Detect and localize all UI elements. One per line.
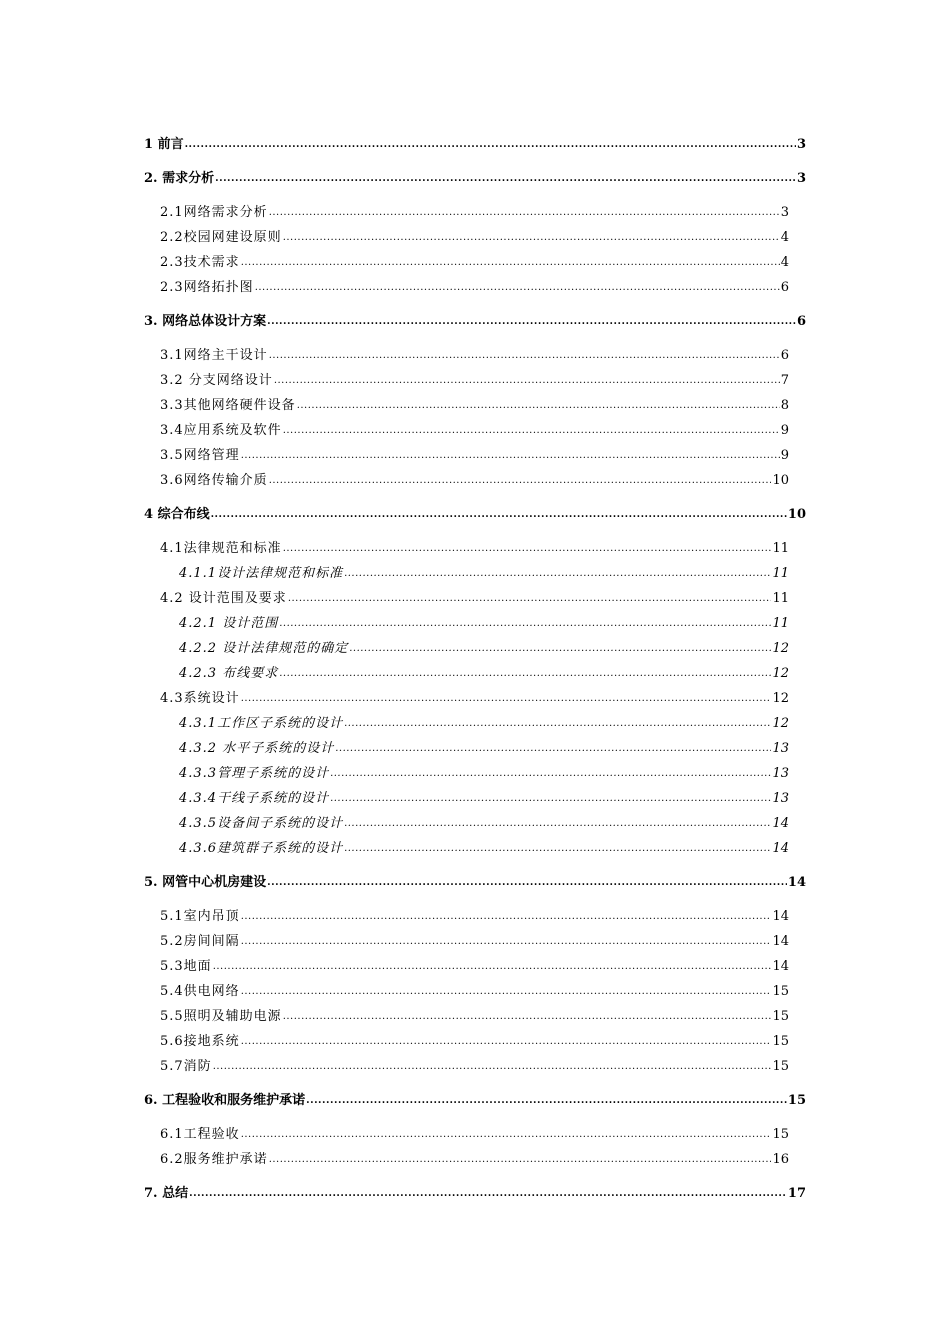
toc-entry-page: 3	[796, 171, 806, 186]
toc-entry-label: 5.2房间间隔	[160, 934, 240, 949]
toc-entry-label: 5.6接地系统	[160, 1034, 240, 1049]
toc-entry-page: 17	[787, 1186, 806, 1201]
toc-entry-label: 5.1室内吊顶	[160, 909, 240, 924]
toc-leader-dots	[241, 1126, 772, 1144]
toc-entry-label: 2.1网络需求分析	[160, 205, 268, 220]
toc-entry-label: 6.2服务维护承诺	[160, 1152, 268, 1167]
toc-leader-dots	[185, 136, 796, 154]
toc-entry-label: 6. 工程验收和服务维护承诺	[144, 1093, 306, 1108]
toc-entry[interactable]	[144, 136, 806, 154]
toc-entry-page: 4	[780, 255, 789, 270]
toc-entry-page: 3	[780, 205, 789, 220]
toc-leader-dots	[213, 1058, 772, 1076]
toc-entry-page: 13	[772, 741, 789, 756]
toc-entry-page: 11	[772, 591, 789, 606]
toc-entry[interactable]	[144, 472, 789, 490]
toc-leader-dots	[241, 1033, 772, 1051]
toc-entry-page: 15	[772, 984, 789, 999]
toc-entry[interactable]	[144, 204, 789, 222]
toc-leader-dots	[241, 690, 772, 708]
toc-entry-page: 12	[772, 666, 789, 681]
toc-entry[interactable]	[144, 590, 789, 608]
toc-entry-label: 5.7消防	[160, 1059, 212, 1074]
toc-entry-page: 13	[772, 791, 789, 806]
toc-leader-dots	[335, 740, 771, 758]
toc-entry-page: 14	[787, 875, 806, 890]
toc-leader-dots	[344, 565, 771, 583]
toc-entry[interactable]	[144, 933, 789, 951]
toc-leader-dots	[211, 506, 787, 524]
toc-entry-page: 15	[772, 1009, 789, 1024]
toc-entry-page: 9	[780, 423, 789, 438]
toc-leader-dots	[241, 983, 772, 1001]
toc-leader-dots	[255, 279, 780, 297]
toc-entry-page: 6	[780, 280, 789, 295]
toc-leader-dots	[269, 472, 772, 490]
toc-entry[interactable]	[144, 506, 806, 524]
toc-leader-dots	[297, 397, 780, 415]
toc-entry-page: 4	[780, 230, 789, 245]
toc-entry[interactable]	[144, 397, 789, 415]
toc-entry-label: 4.3.2 水平子系统的设计	[179, 741, 335, 756]
toc-entry-label: 4.3.3管理子系统的设计	[179, 766, 330, 781]
toc-entry-label: 4.3.4干线子系统的设计	[179, 791, 330, 806]
toc-entry-page: 7	[780, 373, 789, 388]
toc-leader-dots	[241, 908, 772, 926]
toc-entry-page: 14	[772, 959, 789, 974]
toc-entry-page: 12	[772, 641, 789, 656]
toc-leader-dots	[269, 1151, 772, 1169]
toc-entry[interactable]	[144, 1033, 789, 1051]
toc-entry-label: 5.4供电网络	[160, 984, 240, 999]
toc-leader-dots	[189, 1185, 787, 1203]
toc-entry-label: 5.5照明及辅助电源	[160, 1009, 282, 1024]
toc-entry-page: 15	[787, 1093, 806, 1108]
toc-entry-label: 4.2.1 设计范围	[179, 616, 279, 631]
toc-entry[interactable]	[144, 665, 789, 683]
toc-entry-page: 6	[796, 314, 806, 329]
toc-entry-page: 12	[772, 716, 789, 731]
toc-entry[interactable]	[144, 983, 789, 1001]
toc-entry[interactable]	[144, 715, 789, 733]
toc-leader-dots	[283, 422, 780, 440]
toc-leader-dots	[267, 874, 787, 892]
toc-entry-label: 2.3技术需求	[160, 255, 240, 270]
toc-entry[interactable]	[144, 254, 789, 272]
toc-entry-label: 3.4应用系统及软件	[160, 423, 282, 438]
toc-entry[interactable]	[144, 815, 789, 833]
toc-entry[interactable]	[144, 874, 806, 892]
toc-entry-label: 6.1工程验收	[160, 1127, 240, 1142]
toc-entry[interactable]	[144, 565, 789, 583]
toc-entry-label: 4.1法律规范和标准	[160, 541, 282, 556]
toc-entry[interactable]	[144, 1151, 789, 1169]
toc-entry-label: 4.2 设计范围及要求	[160, 591, 287, 606]
toc-entry[interactable]	[144, 170, 806, 188]
toc-entry-page: 15	[772, 1059, 789, 1074]
toc-entry-label: 4.3系统设计	[160, 691, 240, 706]
toc-leader-dots	[283, 540, 772, 558]
toc-entry-label: 2.3网络拓扑图	[160, 280, 254, 295]
toc-leader-dots	[279, 665, 771, 683]
toc-entry-label: 3.6网络传输介质	[160, 473, 268, 488]
toc-entry[interactable]	[144, 347, 789, 365]
toc-entry[interactable]	[144, 279, 789, 297]
toc-entry-label: 3.3其他网络硬件设备	[160, 398, 296, 413]
toc-leader-dots	[279, 615, 771, 633]
toc-entry-label: 4.2.2 设计法律规范的确定	[179, 641, 349, 656]
toc-entry[interactable]	[144, 1126, 789, 1144]
toc-entry-label: 2.2校园网建设原则	[160, 230, 282, 245]
toc-entry-label: 3. 网络总体设计方案	[144, 314, 267, 329]
toc-entry-label: 2. 需求分析	[144, 171, 215, 186]
toc-entry[interactable]	[144, 958, 789, 976]
toc-leader-dots	[349, 640, 771, 658]
toc-entry-page: 6	[780, 348, 789, 363]
toc-leader-dots	[330, 790, 771, 808]
toc-entry[interactable]	[144, 690, 789, 708]
toc-leader-dots	[330, 765, 771, 783]
toc-leader-dots	[215, 170, 796, 188]
toc-entry[interactable]	[144, 740, 789, 758]
toc-entry-label: 1 前言	[144, 137, 184, 152]
toc-entry-page: 3	[796, 137, 806, 152]
toc-entry-label: 5. 网管中心机房建设	[144, 875, 267, 890]
toc-leader-dots	[344, 715, 771, 733]
toc-entry[interactable]	[144, 372, 789, 390]
toc-leader-dots	[241, 933, 772, 951]
toc-entry-page: 11	[772, 616, 789, 631]
toc-entry-label: 4 综合布线	[144, 507, 210, 522]
toc-entry[interactable]	[144, 840, 789, 858]
toc-entry-page: 12	[772, 691, 789, 706]
toc-entry-page: 10	[772, 473, 789, 488]
toc-entry-page: 15	[772, 1127, 789, 1142]
toc-entry-label: 3.5网络管理	[160, 448, 240, 463]
toc-leader-dots	[269, 204, 780, 222]
toc-entry-page: 14	[772, 816, 789, 831]
toc-entry-page: 15	[772, 1034, 789, 1049]
toc-entry-page: 9	[780, 448, 789, 463]
toc-leader-dots	[344, 815, 771, 833]
toc-leader-dots	[344, 840, 771, 858]
toc-entry[interactable]	[144, 1185, 806, 1203]
toc-entry-page: 14	[772, 841, 789, 856]
toc-entry-page: 16	[772, 1152, 789, 1167]
table-of-contents	[144, 136, 806, 1203]
toc-entry-label: 4.1.1设计法律规范和标准	[179, 566, 344, 581]
toc-entry-label: 4.3.6建筑群子系统的设计	[179, 841, 344, 856]
toc-entry-label: 3.2 分支网络设计	[160, 373, 273, 388]
toc-leader-dots	[241, 254, 780, 272]
toc-entry[interactable]	[144, 229, 789, 247]
toc-entry-page: 10	[787, 507, 806, 522]
toc-entry-label: 4.2.3 布线要求	[179, 666, 279, 681]
toc-entry[interactable]	[144, 447, 789, 465]
toc-entry[interactable]	[144, 1092, 806, 1110]
toc-entry[interactable]	[144, 908, 789, 926]
toc-entry-label: 3.1网络主干设计	[160, 348, 268, 363]
toc-entry[interactable]	[144, 1008, 789, 1026]
toc-leader-dots	[241, 447, 780, 465]
toc-entry[interactable]	[144, 640, 789, 658]
toc-entry-page: 14	[772, 909, 789, 924]
toc-entry[interactable]	[144, 765, 789, 783]
toc-entry-label: 5.3地面	[160, 959, 212, 974]
toc-entry[interactable]	[144, 1058, 789, 1076]
toc-entry[interactable]	[144, 615, 789, 633]
toc-entry-label: 4.3.5设备间子系统的设计	[179, 816, 344, 831]
toc-entry-page: 11	[772, 566, 789, 581]
toc-entry-label: 4.3.1工作区子系统的设计	[179, 716, 344, 731]
toc-leader-dots	[288, 590, 772, 608]
toc-entry[interactable]	[144, 313, 806, 331]
toc-entry[interactable]	[144, 422, 789, 440]
toc-entry-label: 7. 总结	[144, 1186, 189, 1201]
toc-entry[interactable]	[144, 540, 789, 558]
toc-leader-dots	[306, 1092, 787, 1110]
toc-entry[interactable]	[144, 790, 789, 808]
toc-leader-dots	[274, 372, 780, 390]
toc-leader-dots	[213, 958, 772, 976]
toc-leader-dots	[283, 229, 780, 247]
toc-leader-dots	[267, 313, 796, 331]
toc-entry-page: 14	[772, 934, 789, 949]
toc-leader-dots	[269, 347, 780, 365]
toc-entry-page: 11	[772, 541, 789, 556]
toc-leader-dots	[283, 1008, 772, 1026]
toc-entry-page: 13	[772, 766, 789, 781]
toc-entry-page: 8	[780, 398, 789, 413]
